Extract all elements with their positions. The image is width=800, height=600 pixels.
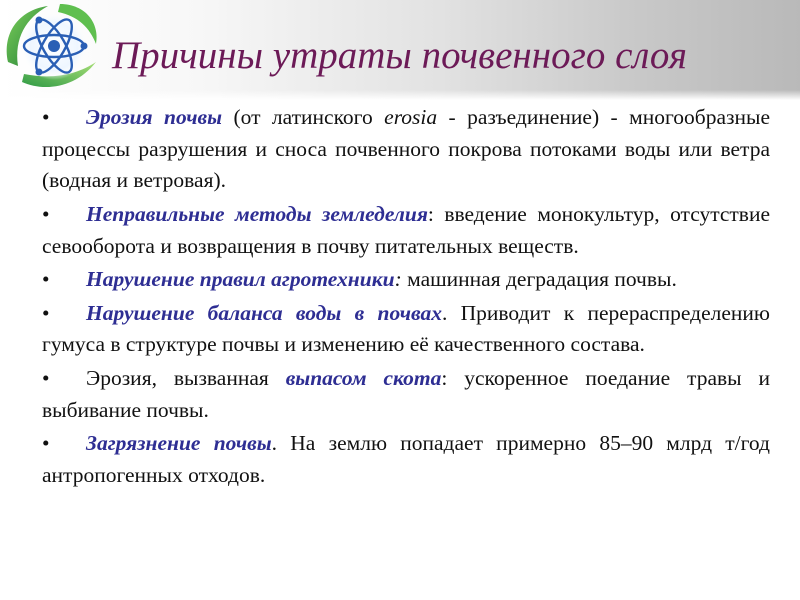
- bullet-item-water-balance: [42, 298, 770, 361]
- item-text: Эрозия, вызванная: [86, 365, 286, 390]
- bullet-icon: •: [42, 267, 50, 292]
- term-agrotechnics: Нарушение правил агротехники: [86, 267, 395, 292]
- bullet-icon: •: [42, 431, 50, 456]
- bullet-item-grazing: [42, 363, 770, 426]
- term-soil-erosion: Эрозия почвы: [86, 105, 223, 129]
- term-water-balance: Нарушение баланса воды в почвах: [86, 300, 442, 325]
- item-text: машинная деградация почвы.: [401, 267, 677, 292]
- item-text: . Приводит к перераспределению гумуса в структуре почвы и изменению её качественного состава.: [42, 300, 770, 357]
- bullet-icon: •: [42, 201, 50, 226]
- bullet-item-farming-methods: [42, 199, 770, 262]
- item-text: : ускоренное поедание травы и выбивание почвы.: [42, 365, 770, 422]
- item-text: (от латинского: [222, 105, 385, 129]
- slide-title: Причины утраты почвенного слоя: [112, 34, 687, 77]
- term-pollution: Загрязнение почвы: [86, 431, 272, 456]
- bullet-item-soil-erosion: [42, 102, 770, 197]
- item-colon: :: [394, 267, 402, 292]
- bullet-list: [42, 102, 770, 493]
- item-text: . На землю попадает примерно 85–90 млрд т/год антропогенных отходов.: [42, 431, 770, 487]
- term-farming-methods: Неправильные методы земледелия: [86, 201, 428, 226]
- bullet-icon: •: [42, 105, 50, 129]
- latin-term: erosia: [384, 105, 438, 129]
- bullet-icon: •: [42, 365, 50, 390]
- bullet-icon: •: [42, 300, 50, 325]
- bullet-item-pollution: [42, 428, 770, 491]
- term-grazing: выпасом скота: [285, 365, 442, 390]
- atom-leaf-logo-icon: [0, 0, 104, 92]
- item-text: : введение монокультур, отсутствие севооборота и возвращения в почву питательных веществ.: [42, 201, 770, 258]
- item-text: - разъединение) - многообразные процессы разрушения и сноса почвенного покрова потоками воды или ветра (водная и ветровая).: [42, 105, 771, 193]
- bullet-item-agrotechnics: [42, 264, 770, 296]
